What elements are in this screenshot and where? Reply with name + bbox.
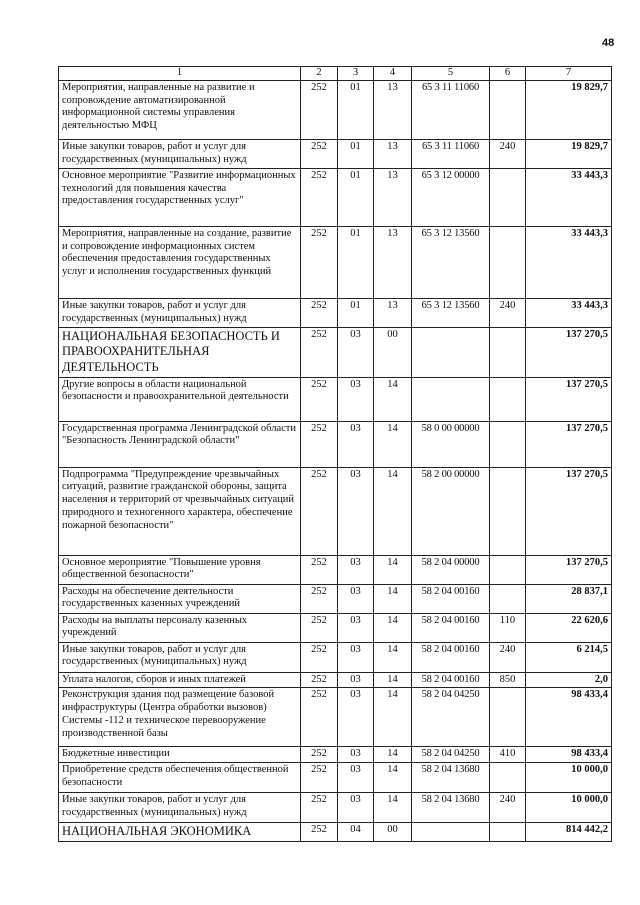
table-row xyxy=(59,642,612,672)
col-4-code: 14 xyxy=(374,688,412,747)
row-name: Приобретение средств обеспечения общественной безопасности xyxy=(59,763,301,793)
col-3-code: 03 xyxy=(338,327,374,377)
col-4-code: 13 xyxy=(374,80,412,139)
col-4-code: 14 xyxy=(374,642,412,672)
table-row xyxy=(59,763,612,793)
col-2-code: 252 xyxy=(301,377,338,421)
row-name: Иные закупки товаров, работ и услуг для государственных (муниципальных) нужд xyxy=(59,793,301,823)
expense-type-code xyxy=(490,327,526,377)
amount: 137 270,5 xyxy=(526,377,612,421)
col-2-code: 252 xyxy=(301,298,338,327)
col-4-code: 14 xyxy=(374,613,412,642)
row-name: НАЦИОНАЛЬНАЯ ЭКОНОМИКА xyxy=(59,823,301,842)
col-3-code: 03 xyxy=(338,793,374,823)
column-header: 3 xyxy=(338,67,374,81)
row-name: Иные закупки товаров, работ и услуг для государственных (муниципальных) нужд xyxy=(59,139,301,168)
row-name: Бюджетные инвестиции xyxy=(59,747,301,763)
amount: 10 000,0 xyxy=(526,793,612,823)
col-3-code: 01 xyxy=(338,298,374,327)
col-2-code: 252 xyxy=(301,747,338,763)
column-header: 5 xyxy=(412,67,490,81)
col-4-code: 14 xyxy=(374,763,412,793)
row-name: Мероприятия, направленные на создание, развитие и сопровождение информационных систем обеспечения предоставления государственных услуг и исполнения государственных функций xyxy=(59,226,301,298)
row-name: Расходы на обеспечение деятельности государственных казенных учреждений xyxy=(59,584,301,613)
target-article-code: 65 3 12 00000 xyxy=(412,168,490,226)
column-header: 7 xyxy=(526,67,612,81)
col-3-code: 03 xyxy=(338,747,374,763)
col-3-code: 01 xyxy=(338,80,374,139)
col-2-code: 252 xyxy=(301,793,338,823)
amount: 22 620,6 xyxy=(526,613,612,642)
row-name: Иные закупки товаров, работ и услуг для государственных (муниципальных) нужд xyxy=(59,642,301,672)
amount: 33 443,3 xyxy=(526,298,612,327)
table-row xyxy=(59,298,612,327)
expense-type-code: 240 xyxy=(490,139,526,168)
amount: 137 270,5 xyxy=(526,421,612,467)
target-article-code: 58 2 04 13680 xyxy=(412,763,490,793)
target-article-code: 58 2 04 00000 xyxy=(412,555,490,584)
expense-type-code: 410 xyxy=(490,747,526,763)
expense-type-code xyxy=(490,584,526,613)
table-row xyxy=(59,80,612,139)
expense-type-code xyxy=(490,823,526,842)
col-3-code: 03 xyxy=(338,642,374,672)
col-4-code: 14 xyxy=(374,555,412,584)
col-4-code: 14 xyxy=(374,467,412,555)
expense-type-code: 110 xyxy=(490,613,526,642)
col-2-code: 252 xyxy=(301,823,338,842)
amount: 10 000,0 xyxy=(526,763,612,793)
table-row xyxy=(59,793,612,823)
col-2-code: 252 xyxy=(301,672,338,688)
target-article-code: 58 2 04 00160 xyxy=(412,672,490,688)
amount: 98 433,4 xyxy=(526,688,612,747)
target-article-code: 58 2 04 04250 xyxy=(412,688,490,747)
col-4-code: 14 xyxy=(374,793,412,823)
col-3-code: 04 xyxy=(338,823,374,842)
expense-type-code xyxy=(490,467,526,555)
expense-type-code xyxy=(490,168,526,226)
row-name: Расходы на выплаты персоналу казенных учреждений xyxy=(59,613,301,642)
col-3-code: 03 xyxy=(338,672,374,688)
amount: 814 442,2 xyxy=(526,823,612,842)
table-row xyxy=(59,584,612,613)
section-row xyxy=(59,327,612,377)
col-3-code: 01 xyxy=(338,139,374,168)
page-number: 48 xyxy=(602,37,615,49)
col-3-code: 03 xyxy=(338,467,374,555)
target-article-code: 65 3 12 13560 xyxy=(412,298,490,327)
col-4-code: 14 xyxy=(374,377,412,421)
col-3-code: 03 xyxy=(338,584,374,613)
row-name: Государственная программа Ленинградской области "Безопасность Ленинградской области" xyxy=(59,421,301,467)
row-name: НАЦИОНАЛЬНАЯ БЕЗОПАСНОСТЬ И ПРАВООХРАНИТЕЛЬНАЯ ДЕЯТЕЛЬНОСТЬ xyxy=(59,327,301,377)
col-2-code: 252 xyxy=(301,80,338,139)
expense-type-code: 240 xyxy=(490,298,526,327)
target-article-code: 65 3 11 11060 xyxy=(412,80,490,139)
target-article-code: 58 2 04 00160 xyxy=(412,613,490,642)
expense-type-code xyxy=(490,377,526,421)
col-3-code: 01 xyxy=(338,226,374,298)
target-article-code: 58 2 04 00160 xyxy=(412,642,490,672)
col-3-code: 01 xyxy=(338,168,374,226)
col-2-code: 252 xyxy=(301,613,338,642)
amount: 28 837,1 xyxy=(526,584,612,613)
row-name: Подпрограмма "Предупреждение чрезвычайных ситуаций, развитие гражданской обороны, защита населения и территорий от чрезвычайных ситуаций природного и техногенного характера, обеспечение пожарной безопасности" xyxy=(59,467,301,555)
expense-type-code: 850 xyxy=(490,672,526,688)
amount: 2,0 xyxy=(526,672,612,688)
column-header: 1 xyxy=(59,67,301,81)
table-row xyxy=(59,139,612,168)
col-4-code: 14 xyxy=(374,747,412,763)
expense-type-code xyxy=(490,80,526,139)
column-header: 4 xyxy=(374,67,412,81)
column-header: 6 xyxy=(490,67,526,81)
col-3-code: 03 xyxy=(338,377,374,421)
table-row xyxy=(59,613,612,642)
col-2-code: 252 xyxy=(301,168,338,226)
table-row xyxy=(59,226,612,298)
col-4-code: 00 xyxy=(374,327,412,377)
col-4-code: 14 xyxy=(374,584,412,613)
col-4-code: 00 xyxy=(374,823,412,842)
col-2-code: 252 xyxy=(301,139,338,168)
target-article-code: 58 0 00 00000 xyxy=(412,421,490,467)
col-2-code: 252 xyxy=(301,642,338,672)
target-article-code: 65 3 11 11060 xyxy=(412,139,490,168)
column-header: 2 xyxy=(301,67,338,81)
row-name: Уплата налогов, сборов и иных платежей xyxy=(59,672,301,688)
table-row xyxy=(59,688,612,747)
amount: 6 214,5 xyxy=(526,642,612,672)
col-4-code: 13 xyxy=(374,226,412,298)
col-3-code: 03 xyxy=(338,421,374,467)
target-article-code: 65 3 12 13560 xyxy=(412,226,490,298)
col-2-code: 252 xyxy=(301,421,338,467)
col-2-code: 252 xyxy=(301,327,338,377)
row-name: Основное мероприятие "Повышение уровня общественной безопасности" xyxy=(59,555,301,584)
row-name: Реконструкция здания под размещение базовой инфраструктуры (Центра обработки вызовов) Системы -112 и техническое перевооружение производственной базы xyxy=(59,688,301,747)
target-article-code: 58 2 04 00160 xyxy=(412,584,490,613)
target-article-code: 58 2 00 00000 xyxy=(412,467,490,555)
expense-type-code: 240 xyxy=(490,793,526,823)
col-2-code: 252 xyxy=(301,555,338,584)
amount: 19 829,7 xyxy=(526,139,612,168)
expense-type-code: 240 xyxy=(490,642,526,672)
table-row xyxy=(59,421,612,467)
table-row xyxy=(59,168,612,226)
expense-type-code xyxy=(490,688,526,747)
col-4-code: 14 xyxy=(374,672,412,688)
col-4-code: 13 xyxy=(374,298,412,327)
col-2-code: 252 xyxy=(301,467,338,555)
col-2-code: 252 xyxy=(301,688,338,747)
row-name: Другие вопросы в области национальной безопасности и правоохранительной деятельности xyxy=(59,377,301,421)
section-row xyxy=(59,823,612,842)
target-article-code xyxy=(412,327,490,377)
target-article-code xyxy=(412,377,490,421)
col-3-code: 03 xyxy=(338,763,374,793)
table-row xyxy=(59,377,612,421)
col-3-code: 03 xyxy=(338,555,374,584)
amount: 137 270,5 xyxy=(526,555,612,584)
target-article-code xyxy=(412,823,490,842)
table-row xyxy=(59,467,612,555)
amount: 137 270,5 xyxy=(526,327,612,377)
table-row xyxy=(59,672,612,688)
amount: 98 433,4 xyxy=(526,747,612,763)
amount: 19 829,7 xyxy=(526,80,612,139)
col-4-code: 13 xyxy=(374,168,412,226)
amount: 33 443,3 xyxy=(526,226,612,298)
col-4-code: 14 xyxy=(374,421,412,467)
col-4-code: 13 xyxy=(374,139,412,168)
target-article-code: 58 2 04 04250 xyxy=(412,747,490,763)
expense-type-code xyxy=(490,226,526,298)
table-row xyxy=(59,747,612,763)
expense-type-code xyxy=(490,763,526,793)
table-header-row xyxy=(59,67,612,81)
row-name: Основное мероприятие "Развитие информационных технологий для повышения качества предоставления государственных услуг" xyxy=(59,168,301,226)
col-2-code: 252 xyxy=(301,584,338,613)
col-3-code: 03 xyxy=(338,688,374,747)
budget-table xyxy=(58,66,612,842)
expense-type-code xyxy=(490,421,526,467)
table-row xyxy=(59,555,612,584)
row-name: Мероприятия, направленные на развитие и сопровождение автоматизированной информационной системы управления деятельностью МФЦ xyxy=(59,80,301,139)
expense-type-code xyxy=(490,555,526,584)
target-article-code: 58 2 04 13680 xyxy=(412,793,490,823)
row-name: Иные закупки товаров, работ и услуг для государственных (муниципальных) нужд xyxy=(59,298,301,327)
col-3-code: 03 xyxy=(338,613,374,642)
amount: 137 270,5 xyxy=(526,467,612,555)
amount: 33 443,3 xyxy=(526,168,612,226)
col-2-code: 252 xyxy=(301,226,338,298)
col-2-code: 252 xyxy=(301,763,338,793)
